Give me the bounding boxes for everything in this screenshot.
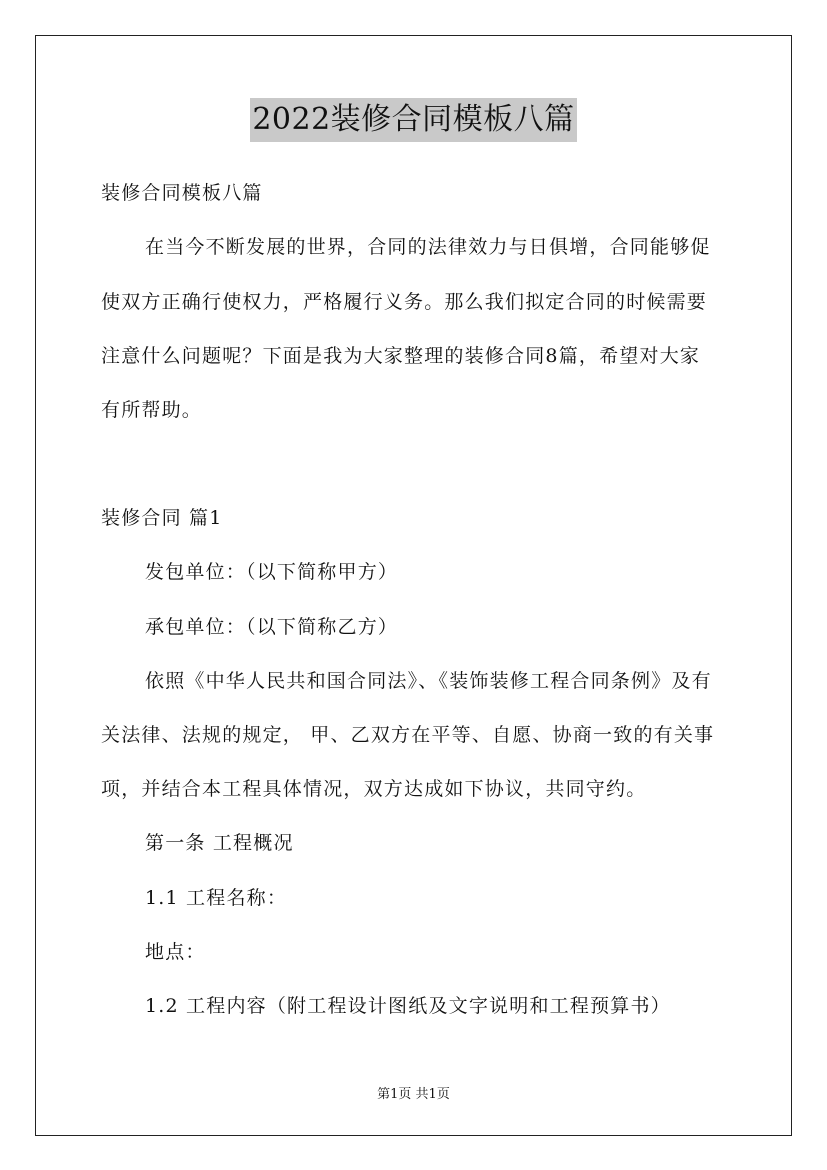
location-line: 地点：: [145, 941, 206, 963]
document-title: 2022装修合同模板八篇: [250, 98, 576, 142]
document-subtitle: 装修合同模板八篇: [101, 182, 263, 204]
document-title-wrapper: [0, 98, 827, 142]
intro-line-4: 有所帮助。: [101, 399, 203, 421]
intro-line-3: 注意什么问题呢？下面是我为大家整理的装修合同8篇，希望对大家: [101, 345, 701, 367]
page-footer: 第1页 共1页: [377, 1087, 450, 1102]
article-1-heading: 第一条 工程概况: [145, 832, 294, 854]
party-b-line: 承包单位：（以下简称乙方）: [145, 616, 399, 638]
item-1-2: 1.2 工程内容（附工程设计图纸及文字说明和工程预算书）: [145, 995, 671, 1017]
item-1-1: 1.1 工程名称：: [145, 887, 288, 909]
section-heading: 装修合同 篇1: [101, 507, 223, 529]
party-a-line: 发包单位：（以下简称甲方）: [145, 561, 399, 583]
basis-line-1: 依照《中华人民共和国合同法》、《装饰装修工程合同条例》及有: [145, 670, 712, 692]
intro-line-2: 使双方正确行使权力，严格履行义务。那么我们拟定合同的时候需要: [101, 291, 708, 313]
intro-line-1: 在当今不断发展的世界，合同的法律效力与日俱增，合同能够促: [145, 236, 711, 258]
basis-line-2: 关法律、法规的规定， 甲、乙双方在平等、自愿、协商一致的有关事: [101, 724, 715, 746]
basis-line-3: 项，并结合本工程具体情况，双方达成如下协议，共同守约。: [101, 778, 647, 800]
